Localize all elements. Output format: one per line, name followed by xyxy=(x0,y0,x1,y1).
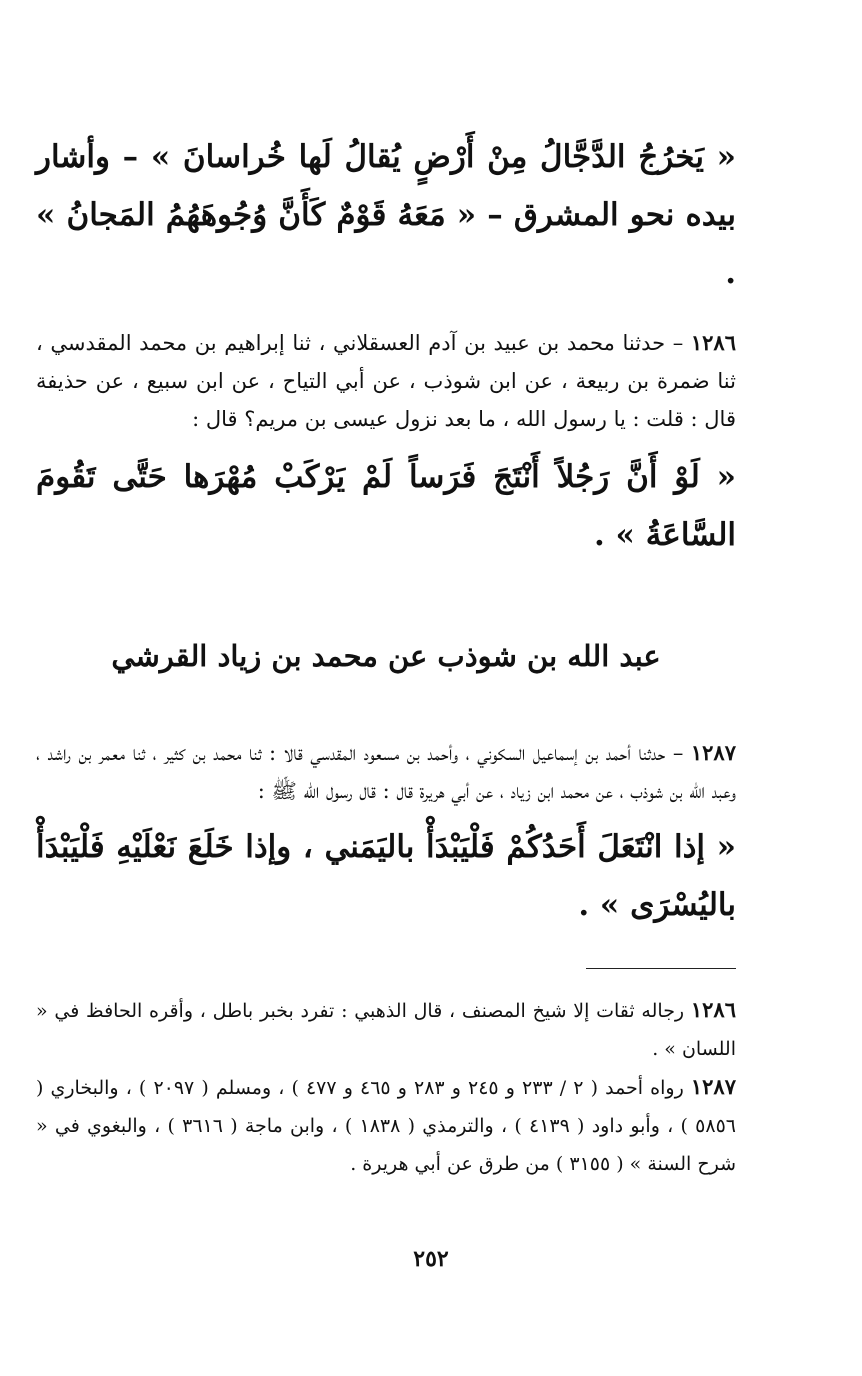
hadith-1286-narration xyxy=(36,324,736,438)
footnote-1286 xyxy=(36,991,736,1068)
hadith-1286-text: « لَوْ أَنَّ رَجُلاً أَنْتَجَ فَرَساً لَمْ يَرْكَبْ مُهْرَها حَتَّى تَقُومَ السَّاعَةُ » . xyxy=(36,459,736,553)
footnote-1287 xyxy=(36,1068,736,1183)
hadith-1287-number: ١٢٨٧ xyxy=(690,740,736,765)
chapter-heading: عبد الله بن شوذب عن محمد بن زياد القرشي xyxy=(111,639,661,673)
footnote-1287-text: رواه أحمد ( ٢ / ٢٣٣ و ٢٤٥ و ٢٨٣ و ٤٦٥ و ٤٧٧ ) ، ومسلم ( ٢٠٩٧ ) ، والبخاري ( ٥٨٥٦ ) ، وأبو داود ( ٤١٣٩ ) ، والترمذي ( ١٨٣٨ ) ، وابن ماجة ( ٣٦١٦ ) ، والبغوي في « شرح السنة » ( ٣١٥٥ ) من طرق عن أبي هريرة . xyxy=(36,1077,736,1175)
book-page xyxy=(36,128,736,1183)
footnote-1286-number: ١٢٨٦ xyxy=(690,997,736,1022)
page-number: ٢٥٢ xyxy=(413,1246,449,1272)
footnotes xyxy=(36,991,736,1183)
hadith-1287-isnad: – حدثنا أحمد بن إسماعيل السكوني ، وأحمد بن مسعود المقدسي قالا : ثنا محمد بن كثير ، ثنا معمر بن راشد ، وعبد الله بن شوذب ، عن محمد ابن زياد ، عن أبي هريرة قال : قال رسول الله ﷺ : xyxy=(36,741,736,803)
hadith-1287-text: « إذا انْتَعَلَ أَحَدُكُمْ فَلْيَبْدَأْ باليَمَني ، وإذا خَلَعَ نَعْلَيْهِ فَلْيَبْدَأْ باليُسْرَى » . xyxy=(36,829,736,923)
footnote-1286-text: رجاله ثقات إلا شيخ المصنف ، قال الذهبي : تفرد بخبر باطل ، وأقره الحافظ في « اللسان » . xyxy=(36,1000,736,1060)
hadith-1286-isnad: – حدثنا محمد بن عبيد بن آدم العسقلاني ، ثنا إبراهيم بن محمد المقدسي ، ثنا ضمرة بن ربيعة ، عن ابن شوذب ، عن أبي التياح ، عن ابن سبيع ، عن حذيفة قال : قلت : يا رسول الله ، ما بعد نزول عيسى بن مريم؟ قال : xyxy=(36,331,736,431)
footnote-1287-number: ١٢٨٧ xyxy=(690,1074,736,1099)
hadith-1287-narration xyxy=(36,734,736,810)
footnote-divider xyxy=(586,968,736,969)
hadith-continuation-text: « يَخرُجُ الدَّجَّالُ مِنْ أَرْضٍ يُقالُ لَها خُراسانَ » – وأشار بيده نحو المشرق – « مَعَهُ قَوْمٌ كَأَنَّ وُجُوهَهُمُ المَجانُ » . xyxy=(36,139,736,291)
hadith-1286-number: ١٢٨٦ xyxy=(690,330,736,355)
